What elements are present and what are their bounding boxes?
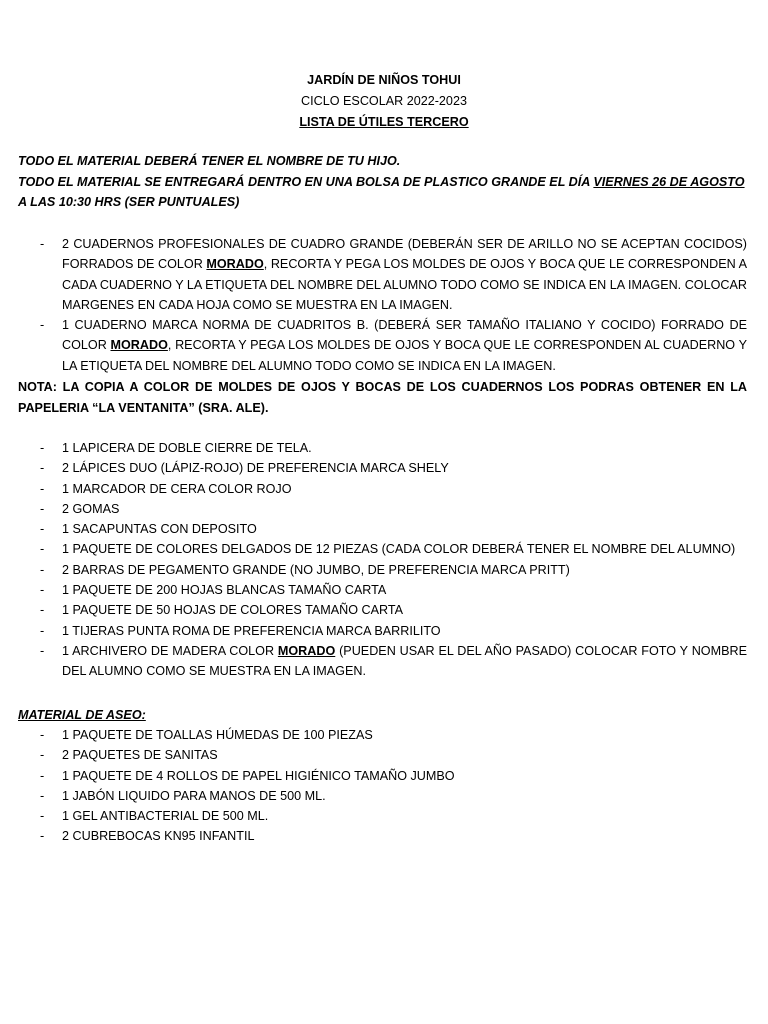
list-item: - 1 PAQUETE DE 4 ROLLOS DE PAPEL HIGIÉNICO TAMAÑO JUMBO bbox=[0, 766, 768, 786]
notebook-list bbox=[0, 234, 768, 376]
list-item: - 2 PAQUETES DE SANITAS bbox=[0, 745, 768, 765]
item-text: 2 CUADERNOS PROFESIONALES DE CUADRO GRANDE (DEBERÁN SER DE ARILLO NO SE ACEPTAN COCIDOS) FORRADOS DE COLOR bbox=[62, 237, 747, 272]
list-item: - 1 TIJERAS PUNTA ROMA DE PREFERENCIA MARCA BARRILITO bbox=[0, 621, 768, 641]
intro-delivery-text: TODO EL MATERIAL SE ENTREGARÁ DENTRO EN UNA BOLSA DE PLASTICO GRANDE EL DÍA bbox=[18, 174, 594, 189]
list-item: - 1 SACAPUNTAS CON DEPOSITO bbox=[0, 519, 768, 539]
school-cycle: CICLO ESCOLAR 2022-2023 bbox=[301, 94, 467, 108]
list-item: - 1 PAQUETE DE 50 HOJAS DE COLORES TAMAÑO CARTA bbox=[0, 600, 768, 620]
list-item: - 1 PAQUETE DE 200 HOJAS BLANCAS TAMAÑO CARTA bbox=[0, 580, 768, 600]
supplies-list bbox=[0, 438, 768, 682]
list-item: - 1 JABÓN LIQUIDO PARA MANOS DE 500 ML. bbox=[0, 786, 768, 806]
list-item: - 1 MARCADOR DE CERA COLOR ROJO bbox=[0, 479, 768, 499]
hygiene-section-title: MATERIAL DE ASEO: bbox=[18, 708, 146, 722]
list-item: - 1 PAQUETE DE TOALLAS HÚMEDAS DE 100 PIEZAS bbox=[0, 725, 768, 745]
list-item: - 1 LAPICERA DE DOBLE CIERRE DE TELA. bbox=[0, 438, 768, 458]
hygiene-list bbox=[0, 725, 768, 847]
list-item: - 2 CUBREBOCAS KN95 INFANTIL bbox=[0, 826, 768, 846]
color-emphasis: MORADO bbox=[206, 257, 264, 272]
intro-line-delivery bbox=[18, 172, 748, 213]
list-title: LISTA DE ÚTILES TERCERO bbox=[299, 115, 469, 129]
intro-line-name: TODO EL MATERIAL DEBERÁ TENER EL NOMBRE DE TU HIJO. bbox=[18, 154, 401, 168]
list-item: - 1 PAQUETE DE COLORES DELGADOS DE 12 PIEZAS (CADA COLOR DEBERÁ TENER EL NOMBRE DEL ALUMNO) bbox=[0, 539, 768, 559]
list-item bbox=[0, 641, 768, 682]
item-text: , RECORTA Y PEGA LOS MOLDES DE OJOS Y BOCA QUE LE CORRESPONDEN AL CUADERNO Y LA ETIQUETA DEL NOMBRE DEL ALUMNO TODO COMO SE INDICA EN LA IMAGEN. bbox=[62, 338, 747, 373]
item-text: 1 CUADERNO MARCA NORMA DE CUADRITOS B. (DEBERÁ SER TAMAÑO ITALIANO Y COCIDO) FORRADO DE COLOR bbox=[62, 318, 747, 353]
list-item: - 2 GOMAS bbox=[0, 499, 768, 519]
intro-delivery-time: A LAS 10:30 HRS (SER PUNTUALES) bbox=[18, 195, 240, 209]
list-item: - 2 BARRAS DE PEGAMENTO GRANDE (NO JUMBO, DE PREFERENCIA MARCA PRITT) bbox=[0, 560, 768, 580]
list-item: - 1 GEL ANTIBACTERIAL DE 500 ML. bbox=[0, 806, 768, 826]
list-item bbox=[0, 315, 768, 376]
school-name: JARDÍN DE NIÑOS TOHUI bbox=[307, 73, 461, 87]
intro-block bbox=[18, 151, 748, 213]
item-text: , RECORTA Y PEGA LOS MOLDES DE OJOS Y BOCA QUE LE CORRESPONDEN A CADA CUADERNO Y LA ETIQUETA DEL NOMBRE DEL ALUMNO TODO COMO SE INDICA EN LA IMAGEN. COLOCAR MARGENES EN CADA HOJA COMO SE MUESTRA EN LA IMAGEN. bbox=[62, 257, 747, 312]
item-text: 1 ARCHIVERO DE MADERA COLOR bbox=[62, 643, 278, 658]
list-item: - 2 LÁPICES DUO (LÁPIZ-ROJO) DE PREFERENCIA MARCA SHELY bbox=[0, 458, 768, 478]
color-emphasis: MORADO bbox=[277, 643, 336, 658]
delivery-date: VIERNES 26 DE AGOSTO bbox=[593, 174, 745, 189]
note-paragraph: NOTA: LA COPIA A COLOR DE MOLDES DE OJOS Y BOCAS DE LOS CUADERNOS LOS PODRAS OBTENER EN LA PAPELERIA “LA VENTANITA” (SRA. ALE). bbox=[18, 380, 747, 415]
item-text: (PUEDEN USAR EL DEL AÑO PASADO) COLOCAR FOTO Y NOMBRE DEL ALUMNO COMO SE MUESTRA EN LA IMAGEN. bbox=[62, 643, 747, 679]
list-item bbox=[0, 234, 768, 315]
color-emphasis: MORADO bbox=[110, 338, 168, 353]
